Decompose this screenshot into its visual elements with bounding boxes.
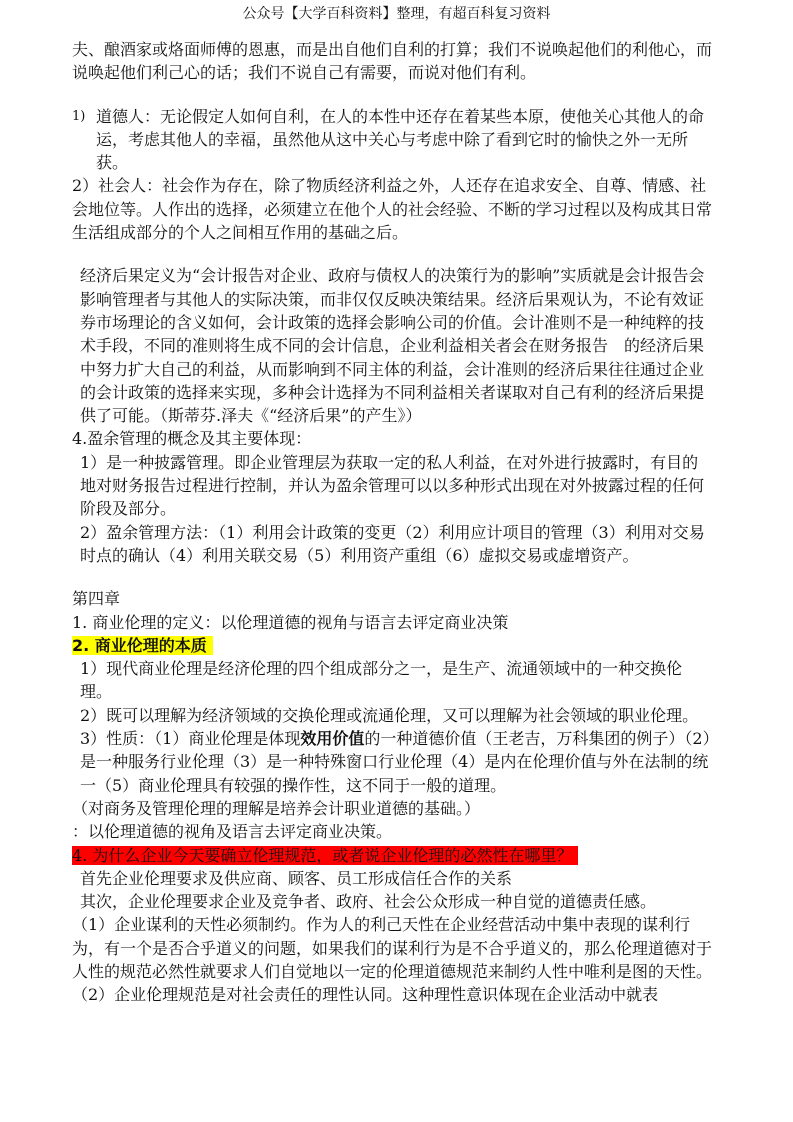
paragraph: 其次，企业伦理要求企业及竞争者、政府、社会公众形成一种自觉的道德责任感。 <box>80 892 657 912</box>
list-item-text: 道德人：无论假定人如何自利，在人的本性中还存在着某些本原，使他关心其他人的命运，考虑其他人的幸福，虽然他从这中关心与考虑中除了看到它时的愉快之外一无所获。 <box>96 106 705 173</box>
paragraph: 1）现代商业伦理是经济伦理的四个组成部分之一，是生产、流通领域中的一种交换伦理。 <box>80 659 683 702</box>
paragraph: ：以伦理道德的视角及语言去评定商业决策。 <box>72 822 393 842</box>
list-number: 1) <box>72 108 86 124</box>
paragraph: 2）盈余管理方法：（1）利用会计政策的变更（2）利用应计项目的管理（3）利用对交易时点的确认（4）利用关联交易（5）利用资产重组（6）虚拟交易或虚增资产。 <box>80 522 705 565</box>
paragraph: 经济后果定义为“会计报告对企业、政府与债权人的决策行为的影响”实质就是会计报告会影响管理者与其他人的实际决策，而非仅仅反映决策结果。经济后果观认为，不论有效证券市场理论的含义如何，会计政策的选择会影响公司的价值。会计准则不是一种纯粹的技术手段，不同的准则将生成不同的会计信息，企业利益相关者会在财务报告 的经济后果中努力扩大自己的利益，从而影响到不同主体的利益，会计准则的经济后果往往通过企业的会计政策的选择来实现，多种会计选择为不同利益相关者谋取对自己有利的经济后果提供了可能。（斯蒂芬.泽夫《“经济后果”的产生》） <box>80 266 705 426</box>
paragraph <box>72 727 712 797</box>
definition-line: 1. 商业伦理的定义：以伦理道德的视角与语言去评定商业决策 <box>72 612 509 632</box>
list-item <box>72 105 712 175</box>
paragraph: 2）既可以理解为经济领域的交换伦理或流通伦理，又可以理解为社会领域的职业伦理。 <box>80 705 699 725</box>
page-header: 公众号【大学百科资料】整理，有超百科复习资料 <box>242 6 551 22</box>
highlighted-question: 4. 为什么企业今天要确立伦理规范，或者说企业伦理的必然性在哪里？ <box>72 846 578 865</box>
paragraph: （1）企业谋利的天性必须制约。作为人的利己天性在企业经营活动中集中表现的谋利行为，有一个是否合乎道义的问题，如果我们的谋利行为是不合乎道义的，那么伦理道德对于人性的规范必然性就要求人们自觉地以一定的伦理道德规范来制约人性中唯利是图的天性。 <box>72 915 713 981</box>
paragraph: 夫、酿酒家或烙面师傅的恩惠，而是出自他们自利的打算；我们不说唤起他们的利他心，而说唤起他们利己心的话；我们不说自己有需要，而说对他们有利。 <box>72 40 713 83</box>
section-title: 4.盈余管理的概念及其主要体现： <box>72 429 312 449</box>
chapter-title: 第四章 <box>72 589 121 609</box>
paragraph: （2）企业伦理规范是对社会责任的理性认同。这种理性意识体现在企业活动中就表 <box>72 985 659 1005</box>
paragraph: 1）是一种披露管理。即企业管理层为获取一定的私人利益，在对外进行披露时，有目的地对财务报告过程进行控制，并认为盈余管理可以以多种形式出现在对外披露过程的任何阶段及部分。 <box>80 452 705 519</box>
bold-term: 效用价值 <box>300 729 365 749</box>
highlighted-heading: 2. 商业伦理的本质 <box>72 636 213 655</box>
paragraph: 2）社会人：社会作为存在，除了物质经济利益之外，人还存在追求安全、自尊、情感、社会地位等。人作出的选择，必须建立在他个人的社会经验、不断的学习过程以及构成其日常生活组成部分的个人之间相互作用的基础之后。 <box>72 176 713 243</box>
paragraph: （对商务及管理伦理的理解是培养会计职业道德的基础。） <box>72 798 481 818</box>
document-body <box>72 38 712 1007</box>
paragraph: 首先企业伦理要求及供应商、顾客、员工形成信任合作的关系 <box>80 868 513 888</box>
text-span: 的一种道德价值（王老吉，万科集团的例子）（2）是一种服务行业伦理（3）是一种特殊窗口行业伦理（4）是内在伦理价值与外在法制的统一（5）商业伦理具有较强的操作性，这不同于一般的道理。 <box>80 729 711 795</box>
text-span: 3）性质：（1）商业伦理是体现 <box>80 729 301 749</box>
